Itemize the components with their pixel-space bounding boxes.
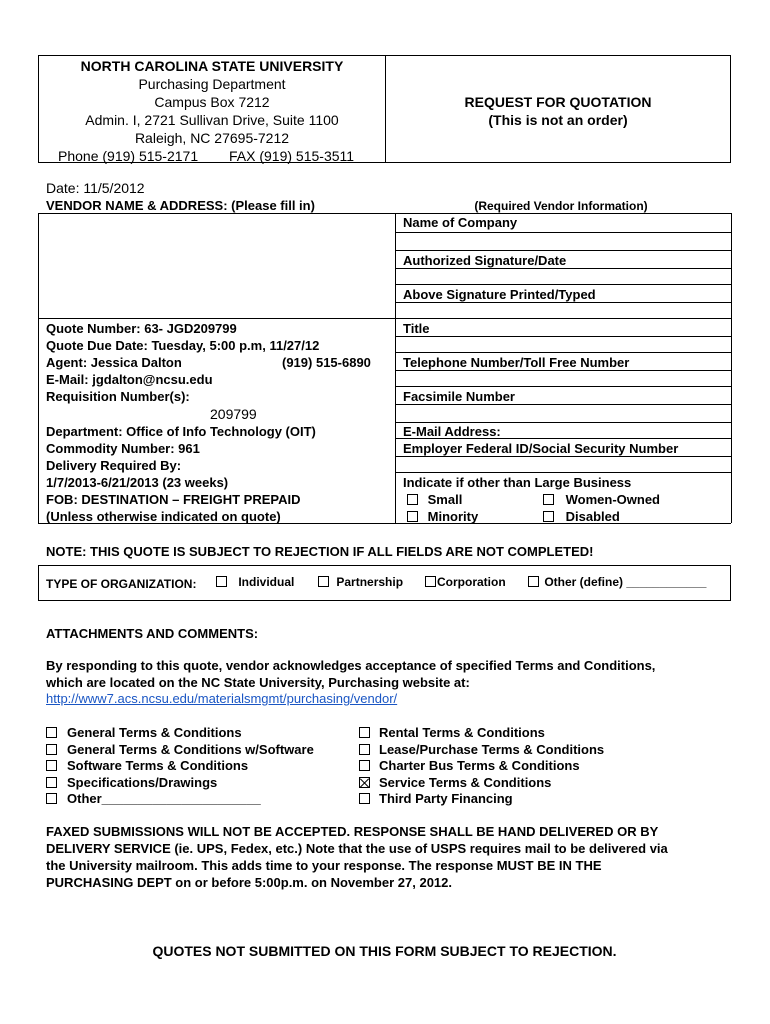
vendor-website-link[interactable]: http://www7.acs.ncsu.edu/materialsmgmt/purchasing/vendor/ xyxy=(46,691,398,706)
rfq-title: REQUEST FOR QUOTATION xyxy=(464,94,652,110)
terms-item[interactable] xyxy=(359,791,604,808)
organization-type-label: TYPE OF ORGANIZATION: xyxy=(46,577,197,591)
email-address-field[interactable]: E-Mail Address: xyxy=(403,424,501,439)
fax-notice-line: FAXED SUBMISSIONS WILL NOT BE ACCEPTED. RESPONSE SHALL BE HAND DELIVERED OR BY xyxy=(46,824,659,839)
checkbox-icon[interactable] xyxy=(407,511,418,522)
terms-item[interactable] xyxy=(359,758,604,775)
disabled-option[interactable] xyxy=(543,509,620,525)
checkbox-icon[interactable] xyxy=(46,760,57,771)
terms-item[interactable] xyxy=(359,742,604,759)
other-label: Other (define) ____________ xyxy=(544,575,707,589)
terms-label: Other______________________ xyxy=(67,791,261,806)
quote-number: Quote Number: 63- JGD209799 xyxy=(46,321,237,336)
delivery-dates: 1/7/2013-6/21/2013 (23 weeks) xyxy=(46,475,229,490)
campus-box: Campus Box 7212 xyxy=(154,94,270,110)
facsimile-field[interactable]: Facsimile Number xyxy=(403,389,515,404)
terms-list-right xyxy=(359,725,604,808)
city-state-zip: Raleigh, NC 27695-7212 xyxy=(134,130,290,146)
fax-notice-line: DELIVERY SERVICE (ie. UPS, Fedex, etc.) Note that the use of USPS requires mail to be delivered via xyxy=(46,841,668,856)
grid-rule xyxy=(731,213,732,523)
checkbox-icon[interactable] xyxy=(318,576,329,587)
rfq-subtitle: (This is not an order) xyxy=(488,112,628,128)
checkbox-icon[interactable] xyxy=(46,777,57,788)
terms-label: Software Terms & Conditions xyxy=(67,758,249,773)
org-corporation-option[interactable] xyxy=(425,575,506,590)
commodity-number: Commodity Number: 961 xyxy=(46,441,200,456)
checkbox-icon[interactable] xyxy=(543,494,554,505)
acceptance-text-2: which are located on the NC State University, Purchasing website at: xyxy=(46,675,470,690)
street-address: Admin. I, 2721 Sullivan Drive, Suite 1100 xyxy=(85,112,339,128)
checked-checkbox-icon[interactable] xyxy=(359,777,370,788)
checkbox-icon[interactable] xyxy=(46,744,57,755)
fob-terms: FOB: DESTINATION – FREIGHT PREPAID xyxy=(46,492,301,507)
grid-rule xyxy=(38,213,39,523)
terms-label: Third Party Financing xyxy=(379,791,513,806)
checkbox-icon[interactable] xyxy=(216,576,227,587)
grid-rule xyxy=(395,232,731,233)
terms-label: Charter Bus Terms & Conditions xyxy=(379,758,580,773)
vendor-heading: VENDOR NAME & ADDRESS: (Please fill in) xyxy=(46,198,315,213)
required-vendor-heading: (Required Vendor Information) xyxy=(474,199,648,213)
minority-option[interactable] xyxy=(407,509,478,525)
corporation-label: Corporation xyxy=(437,575,506,589)
grid-rule xyxy=(395,386,731,387)
company-name-field[interactable]: Name of Company xyxy=(403,215,518,230)
grid-rule xyxy=(38,318,395,319)
checkbox-icon[interactable] xyxy=(543,511,554,522)
fob-note: (Unless otherwise indicated on quote) xyxy=(46,509,281,524)
agent-phone: (919) 515-6890 xyxy=(282,355,371,370)
individual-label: Individual xyxy=(238,575,295,589)
rejection-note: NOTE: THIS QUOTE IS SUBJECT TO REJECTION IF ALL FIELDS ARE NOT COMPLETED! xyxy=(46,544,594,559)
terms-label: Service Terms & Conditions xyxy=(379,774,552,790)
checkbox-icon[interactable] xyxy=(359,744,370,755)
checkbox-icon[interactable] xyxy=(46,727,57,738)
grid-rule xyxy=(395,352,731,353)
delivery-label: Delivery Required By: xyxy=(46,458,182,473)
disabled-label: Disabled xyxy=(565,509,620,524)
terms-item[interactable] xyxy=(46,742,314,759)
fax-notice-line: the University mailroom. This adds time to your response. The response MUST BE IN THE xyxy=(46,858,602,873)
agent-email: E-Mail: jgdalton@ncsu.edu xyxy=(46,372,213,387)
partnership-label: Partnership xyxy=(336,575,404,589)
grid-rule xyxy=(395,318,731,319)
checkbox-icon[interactable] xyxy=(528,576,539,587)
footer-warning: QUOTES NOT SUBMITTED ON THIS FORM SUBJECT TO REJECTION. xyxy=(152,943,617,959)
attachments-heading: ATTACHMENTS AND COMMENTS: xyxy=(46,626,259,641)
terms-label: Rental Terms & Conditions xyxy=(379,725,545,740)
checkbox-icon[interactable] xyxy=(359,727,370,738)
small-business-option[interactable] xyxy=(407,492,462,508)
grid-rule xyxy=(38,213,731,214)
grid-rule xyxy=(395,336,731,337)
phone-number: Phone (919) 515-2171 xyxy=(58,148,199,164)
small-label: Small xyxy=(427,492,463,507)
terms-item[interactable] xyxy=(359,725,604,742)
agent-name: Agent: Jessica Dalton xyxy=(46,355,182,370)
quote-date: Date: 11/5/2012 xyxy=(46,180,145,196)
grid-rule xyxy=(395,422,731,423)
checkbox-icon[interactable] xyxy=(425,576,436,587)
women-owned-label: Women-Owned xyxy=(565,492,660,507)
minority-label: Minority xyxy=(427,509,479,524)
women-owned-option[interactable] xyxy=(543,492,660,508)
grid-rule xyxy=(395,213,396,523)
department-name: Purchasing Department xyxy=(138,76,286,92)
requisition-number: 209799 xyxy=(210,406,257,422)
terms-item[interactable] xyxy=(46,791,314,808)
org-other-option[interactable] xyxy=(528,575,706,590)
grid-rule xyxy=(395,284,731,285)
requisition-label: Requisition Number(s): xyxy=(46,389,190,404)
checkbox-icon[interactable] xyxy=(46,793,57,804)
terms-item[interactable] xyxy=(46,758,314,775)
fax-notice-line: PURCHASING DEPT on or before 5:00p.m. on November 27, 2012. xyxy=(46,875,452,890)
quote-due-date: Quote Due Date: Tuesday, 5:00 p.m, 11/27/12 xyxy=(46,338,320,353)
grid-rule xyxy=(395,472,731,473)
printed-name-field[interactable]: Above Signature Printed/Typed xyxy=(403,287,596,302)
grid-rule xyxy=(395,250,731,251)
department-info: Department: Office of Info Technology (OIT) xyxy=(46,424,316,439)
terms-list-left xyxy=(46,725,314,808)
authorized-signature-field[interactable]: Authorized Signature/Date xyxy=(403,253,567,268)
university-name: NORTH CAROLINA STATE UNIVERSITY xyxy=(80,58,344,74)
checkbox-icon[interactable] xyxy=(359,793,370,804)
terms-item[interactable] xyxy=(359,775,604,792)
terms-label: Specifications/Drawings xyxy=(67,774,218,790)
terms-label: Lease/Purchase Terms & Conditions xyxy=(379,741,605,757)
checkbox-icon[interactable] xyxy=(359,760,370,771)
org-individual-option[interactable] xyxy=(216,575,294,590)
telephone-field[interactable]: Telephone Number/Toll Free Number xyxy=(403,355,630,370)
terms-label: General Terms & Conditions w/Software xyxy=(67,741,314,757)
checkbox-icon[interactable] xyxy=(407,494,418,505)
terms-label: General Terms & Conditions xyxy=(67,725,242,740)
title-field[interactable]: Title xyxy=(403,321,430,336)
org-partnership-option[interactable] xyxy=(318,575,403,590)
business-type-label: Indicate if other than Large Business xyxy=(403,475,632,490)
terms-item[interactable] xyxy=(46,725,314,742)
fax-number: FAX (919) 515-3511 xyxy=(229,148,355,164)
acceptance-text-1: By responding to this quote, vendor acknowledges acceptance of specified Terms and Conditions, xyxy=(46,658,656,673)
terms-item[interactable] xyxy=(46,775,314,792)
employer-id-field[interactable]: Employer Federal ID/Social Security Number xyxy=(403,441,679,456)
